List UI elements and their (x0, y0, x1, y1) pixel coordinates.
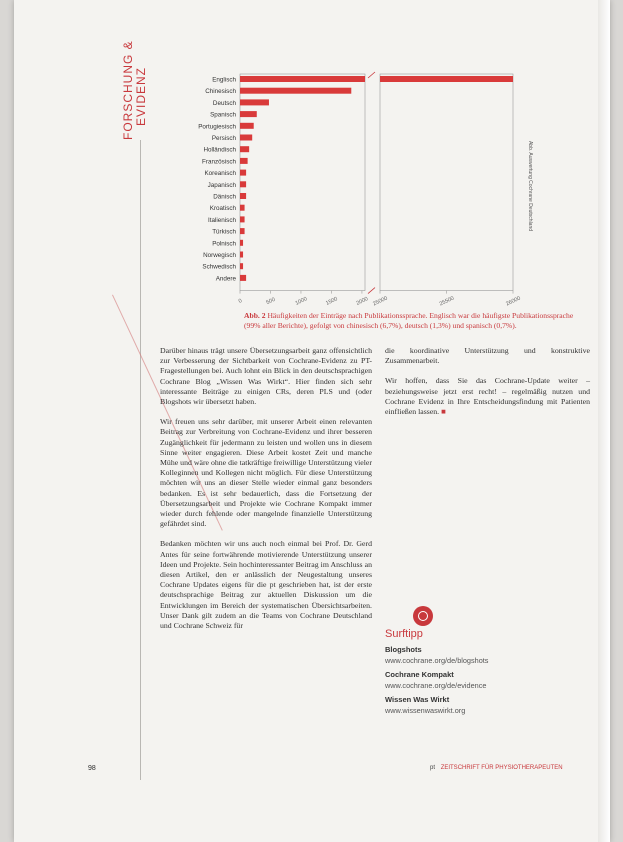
bar (240, 205, 245, 211)
bar (240, 76, 365, 82)
category-label: Persisch (211, 135, 236, 142)
category-label: Schwedisch (202, 263, 236, 271)
surftipp-item (385, 695, 590, 715)
bar (240, 146, 249, 152)
surftipp-name: Blogshots (385, 645, 422, 654)
chart-side-label: Abb. Auswertung Cochrane Deutschland (527, 140, 533, 232)
surftipp-link[interactable]: www.cochrane.org/de/evidence (385, 681, 487, 690)
section-title-line1: FORSCHUNG & (121, 40, 135, 140)
tick-label: 2000 (355, 296, 370, 307)
caption-text: Häufigkeiten der Einträge nach Publikationssprache. Englisch war die häufigste Publikationssprache (99% aller Berichte), gefolgt von chinesisch (6,7%), deutsch (1,3%) und spanisch (0,7%). (244, 311, 574, 330)
surftipp-link[interactable]: www.wissenwaswirkt.org (385, 706, 466, 715)
bar (240, 135, 252, 141)
bar (240, 123, 254, 129)
paragraph: Bedanken möchten wir uns auch noch einmal bei Prof. Dr. Gerd Antes für seine fortwährende motivierende Unterstützung unserer Ideen und Projekte. Sein hochinteressanter Beitrag im Anschluss an diesen Artikel, den er anlässlich der Neugestaltung unseres Cochrane Updates eigens für die pt geschrieben hat, ist der erste deutschsprachige Beitrag zur aktuellen Diskussion um die Entwicklungen im Bereich der systematischen Übersichtsarbeiten. Unser Dank gilt zudem an die Teams von Cochrane Deutschland und Cochrane Schweiz für (160, 539, 372, 631)
category-label: Französisch (202, 158, 236, 166)
category-label: Englisch (212, 76, 236, 84)
category-label: Japanisch (207, 181, 236, 189)
paragraph (385, 376, 590, 417)
figure-caption (244, 311, 589, 331)
category-label: Andere (215, 275, 236, 283)
bar (240, 263, 243, 269)
category-label: Italienisch (207, 216, 236, 224)
bar (240, 158, 248, 164)
tick-label: 500 (265, 296, 277, 307)
paragraph: Darüber hinaus trägt unsere Übersetzungsarbeit ganz offensichtlich zur Verbesserung der Sichtbarkeit von Cochrane-Evidenz zu PT-Fragestellungen bei. Auch lohnt ein Blick in den deutschsprachigen Cochrane Blog „Wissen Was Wirkt“. Hier finden sich sehr interessante Beiträge zu einigen CRs, deren PLS und (oder Blogshots wir übersetzt haben. (160, 346, 372, 407)
plot-frame-high (380, 74, 513, 291)
category-label: Koreanisch (204, 170, 236, 178)
bar (240, 252, 243, 258)
section-title (122, 40, 148, 140)
tick-label: 25000 (372, 295, 389, 308)
globe-icon (413, 606, 433, 626)
paragraph-text: Wir hoffen, dass Sie das Cochrane-Update weiter – beziehungsweise jetzt erst recht! – regelmäßig nutzen und Cochrane Evidenz in Ihre Entscheidungsfindung mit Patienten einfließen lassen. (385, 376, 590, 417)
journal-name: ZEITSCHRIFT FÜR PHYSIOTHERAPEUTEN (440, 765, 563, 771)
body-column-left (160, 346, 372, 641)
bar (240, 170, 246, 176)
tick-label: 1000 (294, 296, 309, 307)
category-label: Polnisch (212, 240, 236, 248)
category-label: Spanisch (210, 111, 236, 119)
next-page-edge (598, 0, 610, 842)
axis-break-mark (368, 72, 375, 78)
tick-label: 25500 (438, 295, 456, 308)
category-label: Portugiesisch (198, 123, 236, 131)
tick-label: 26000 (505, 295, 522, 308)
category-label: Norwegisch (203, 252, 236, 259)
bar (240, 181, 246, 187)
bar (240, 240, 243, 246)
surftipp-link[interactable]: www.cochrane.org/de/blogshots (385, 656, 489, 665)
journal-short: pt (430, 765, 436, 771)
paragraph: Wir freuen uns sehr darüber, mit unserer Arbeit einen relevanten Beitrag zur Verbreitung von Cochrane-Evidenz und ihrer besseren Zugänglichkeit für jedermann zu leisten und wollen uns in diesem Sinne weiter engagieren. Diese Arbeit kostet Zeit und manche Mühe und wäre ohne die tatkräftige freiwillige Unterstützung vieler Kolleginnen und Kollegen nicht möglich. Für diese Unterstützung möchten wir uns an dieser Stelle wieder einmal ganz besonders bedanken. Es ist sehr bedauerlich, dass die Fortsetzung der Übersetzungsarbeit und Projekte wie Cochrane Kompakt immer wieder durch fehlende oder mangelnde finanzielle Unterstützung gefährdet sind. (160, 417, 372, 529)
category-label: Türkisch (212, 228, 236, 236)
paragraph: die koordinative Unterstützung und konstruktive Zusammenarbeit. (385, 346, 590, 366)
bar (240, 275, 246, 281)
section-title-line2: EVIDENZ (134, 66, 148, 126)
end-mark-icon: ■ (441, 407, 446, 417)
bar (240, 88, 351, 94)
tick-label: 0 (237, 298, 244, 305)
category-label: Dänisch (213, 193, 236, 201)
column-divider (140, 140, 141, 780)
plot-frame-low (240, 74, 365, 291)
footer-journal (430, 765, 563, 771)
surftipp-title: Surftipp (385, 628, 423, 640)
category-label: Holländisch (203, 146, 236, 154)
bar (240, 228, 245, 234)
page-number: 98 (88, 765, 96, 772)
category-label: Chinesisch (205, 88, 236, 96)
bar-continued (380, 76, 513, 82)
caption-label: Abb. 2 (244, 311, 266, 320)
category-label: Kroatisch (209, 205, 236, 213)
bar (240, 99, 269, 105)
surftipp-item (385, 645, 590, 665)
body-column-right (385, 346, 590, 427)
surftipp-item (385, 670, 590, 690)
bar (240, 216, 245, 222)
bar (240, 193, 246, 199)
axis-break-mark (368, 288, 375, 294)
surftipp-name: Cochrane Kompakt (385, 670, 454, 679)
bar (240, 111, 257, 117)
surftipp-box (385, 606, 590, 715)
surftipp-name: Wissen Was Wirkt (385, 695, 450, 704)
language-bar-chart (150, 70, 570, 310)
category-label: Deutsch (212, 99, 236, 107)
tick-label: 1500 (325, 296, 339, 307)
